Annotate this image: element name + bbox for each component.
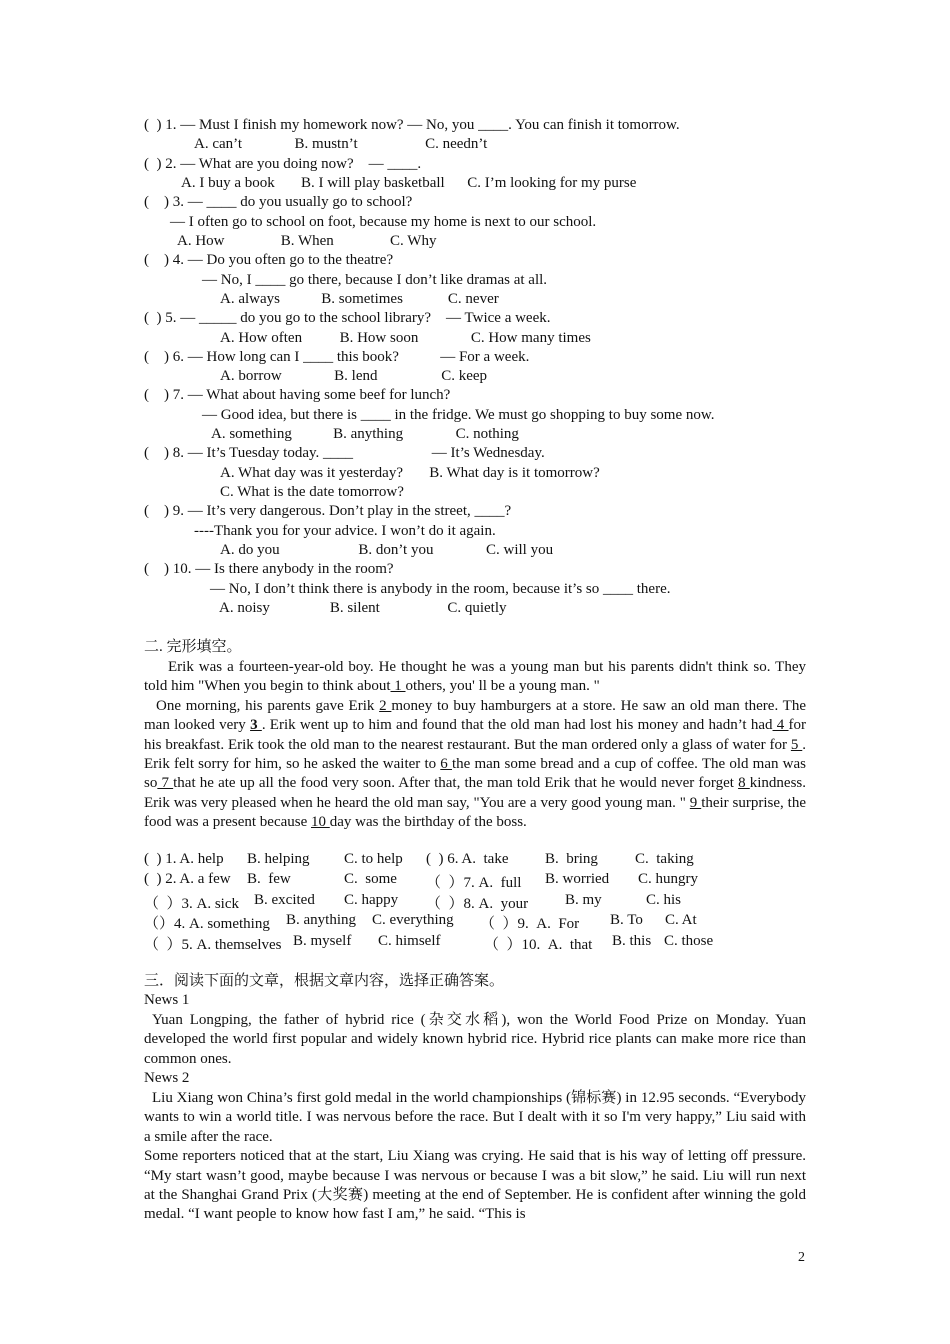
question-3-reply: — I often go to school on foot, because my home is next to our school. — [170, 214, 597, 230]
choice-cell: B. my — [565, 891, 602, 908]
cloze-blank: 2 — [379, 697, 392, 714]
question-10-reply: — No, I don’t think there is anybody in the room, because it’s so ____ there. — [210, 581, 671, 597]
choice-cell: B. myself — [293, 932, 352, 949]
cloze-choice-row — [144, 892, 806, 912]
question-4-options: A. always B. sometimes C. never — [220, 291, 499, 307]
cloze-blank: 8 — [738, 775, 750, 792]
choice-cell: （ ）5. A. themselves — [144, 936, 282, 953]
question-5-stem: ( ) 5. — _____ do you go to the school library? — Twice a week. — [144, 310, 551, 326]
choice-cell: （ ）3. A. sick — [144, 895, 239, 912]
question-7-stem: ( ) 7. — What about having some beef for lunch? — [144, 387, 451, 403]
cloze-choice-row — [144, 851, 806, 871]
news1-title: News 1 — [144, 992, 190, 1008]
cloze-choice-row — [144, 933, 806, 953]
cloze-text: that he ate up all the food very soon. After that, the man told Erik that he would never forget — [173, 775, 739, 792]
question-7-options: A. something B. anything C. nothing — [211, 426, 519, 442]
choice-cell: B. few — [247, 871, 291, 888]
cloze-text: the man some bread and a cup of coffee. The old man was so — [144, 756, 807, 792]
choice-cell: B. To — [610, 912, 643, 929]
question-8-options: A. What day was it yesterday? B. What day is it tomorrow? — [220, 465, 600, 481]
choice-cell: C. everything — [372, 912, 454, 929]
cloze-blank: 3 — [250, 717, 262, 734]
cloze-blank: 7 — [157, 775, 174, 792]
question-8-stem: ( ) 8. — It’s Tuesday today. ____ — It’s Wednesday. — [144, 445, 545, 461]
choice-cell: （ ）9. A. For — [480, 916, 580, 933]
cloze-choice-row — [144, 912, 806, 932]
choice-cell: C. himself — [378, 932, 441, 949]
cloze-text: . Erik felt sorry for him, so he asked the waiter to — [144, 736, 807, 773]
cloze-choice-row — [144, 871, 806, 891]
choice-cell: ( ) 2. A. a few — [144, 871, 231, 888]
section2-heading: 二. 完形填空。 — [144, 639, 242, 655]
cloze-blank: 1 — [390, 678, 406, 695]
news1-paragraph: Yuan Longping, the father of hybrid rice (杂交水稻), won the World Food Prize on Monday. Yuan developed the world first popular and widely known hybrid rice. Hybrid rice plants can make more rice than common ones. — [144, 1012, 806, 1067]
choice-cell: ( ) 6. A. take — [426, 851, 509, 867]
question-3-options: A. How B. When C. Why — [177, 233, 437, 249]
choice-cell: C. hungry — [638, 871, 698, 888]
cloze-text: . Erik went up to him and found that the old man had lost his money and hadn’t had — [261, 717, 773, 734]
choice-cell: C. to help — [344, 851, 403, 867]
question-8-options-extra: C. What is the date tomorrow? — [220, 484, 404, 500]
news2-paragraph-2: Some reporters noticed that at the start, Liu Xiang was crying. He said that is his way of letting off pressure. “My start wasn’t good, maybe because I was nervous or because I was a bit slow,” he said. Liu will run next at the Shanghai Grand Prix (大奖赛) meeting at the end of September. He is confident after winning the gold medal. “I want people to know how fast I am,” he said. “This is — [144, 1148, 806, 1223]
choice-cell: ( ) 1. A. help — [144, 851, 224, 867]
cloze-text: Erik was a fourteen-year-old boy. He thought he was a young man but his parents didn't think so. They told him "When you begin to think about — [144, 659, 806, 695]
question-3-stem: ( ) 3. — ____ do you usually go to school? — [144, 194, 413, 210]
question-9-reply: ----Thank you for your advice. I won’t do it again. — [194, 523, 496, 539]
choice-cell: B. worried — [545, 871, 610, 888]
choice-cell: B. anything — [286, 912, 356, 929]
question-4-stem: ( ) 4. — Do you often go to the theatre? — [144, 252, 394, 268]
choice-cell: （）4. A. something — [144, 916, 270, 933]
question-2-stem: ( ) 2. — What are you doing now? — ____. — [144, 156, 422, 172]
cloze-text: One morning, his parents gave Erik — [156, 697, 380, 714]
choice-cell: B. bring — [545, 851, 598, 867]
news2-paragraph-1: Liu Xiang won China’s first gold medal in the world championships (锦标赛) in 12.95 seconds. “Everybody wants to win a world title. I was nervous before the race. But I dealt with it so I'm very happy,” Liu said with a smile after the race. — [144, 1090, 806, 1145]
choice-cell: C. some — [344, 871, 397, 888]
question-9-options: A. do you B. don’t you C. will you — [220, 542, 554, 558]
cloze-text: kindness. Erik was very pleased when he heard the old man say, "You are a very good young man. " — [144, 775, 807, 811]
cloze-text: money to buy hamburgers at a store. He saw an old man there. The man looked very — [144, 697, 807, 734]
news2-title: News 2 — [144, 1070, 190, 1086]
question-1-stem: ( ) 1. — Must I finish my homework now? — No, you ____. You can finish it tomorrow. — [144, 117, 680, 133]
question-6-options: A. borrow B. lend C. keep — [220, 368, 488, 384]
news2-text — [144, 1089, 806, 1225]
question-5-options: A. How often B. How soon C. How many times — [220, 330, 591, 346]
question-7-reply: — Good idea, but there is ____ in the fridge. We must go shopping to buy some now. — [202, 407, 715, 423]
cloze-blank: 6 — [440, 756, 452, 773]
cloze-blank: 4 — [772, 717, 789, 734]
cloze-blank: 9 — [689, 794, 702, 811]
cloze-blank: 5 — [790, 736, 803, 753]
choice-cell: （ ）8. A. your — [426, 895, 529, 912]
cloze-choices-table — [144, 851, 806, 953]
choice-cell: C. taking — [635, 851, 694, 867]
choice-cell: C. his — [646, 891, 682, 908]
choice-cell: B. helping — [247, 851, 310, 867]
question-4-reply: — No, I ____ go there, because I don’t like dramas at all. — [202, 272, 548, 288]
choice-cell: C. At — [665, 912, 697, 929]
choice-cell: C. happy — [344, 891, 399, 908]
question-1-options: A. can’t B. mustn’t C. needn’t — [194, 136, 488, 152]
cloze-paragraph-2 — [144, 697, 806, 833]
cloze-paragraph-1 — [144, 658, 806, 697]
cloze-passage — [144, 658, 806, 833]
section3-heading: 三．阅读下面的文章，根据文章内容，选择正确答案。 — [144, 973, 505, 989]
choice-cell: B. this — [612, 932, 652, 949]
cloze-text: day was the birthday of the boss. — [329, 814, 527, 831]
cloze-text: their surprise, the food was a present because — [144, 794, 806, 831]
page-number: 2 — [798, 1250, 805, 1265]
question-6-stem: ( ) 6. — How long can I ____ this book? — For a week. — [144, 349, 530, 365]
cloze-text: for his breakfast. Erik took the old man to the nearest restaurant. But the man ordered only a glass of water for — [144, 717, 807, 753]
choice-cell: （ ）10. A. that — [484, 936, 593, 953]
question-10-stem: ( ) 10. — Is there anybody in the room? — [144, 561, 394, 577]
question-9-stem: ( ) 9. — It’s very dangerous. Don’t play in the street, ____? — [144, 503, 512, 519]
question-2-options: A. I buy a book B. I will play basketball C. I’m looking for my purse — [181, 175, 637, 191]
news1-text — [144, 1011, 806, 1069]
choice-cell: （ ）7. A. full — [426, 875, 522, 892]
cloze-text: others, you' ll be a young man. " — [405, 678, 600, 695]
cloze-blank: 10 — [311, 814, 330, 831]
choice-cell: C. those — [664, 932, 714, 949]
question-10-options: A. noisy B. silent C. quietly — [219, 600, 507, 616]
choice-cell: B. excited — [254, 891, 315, 908]
